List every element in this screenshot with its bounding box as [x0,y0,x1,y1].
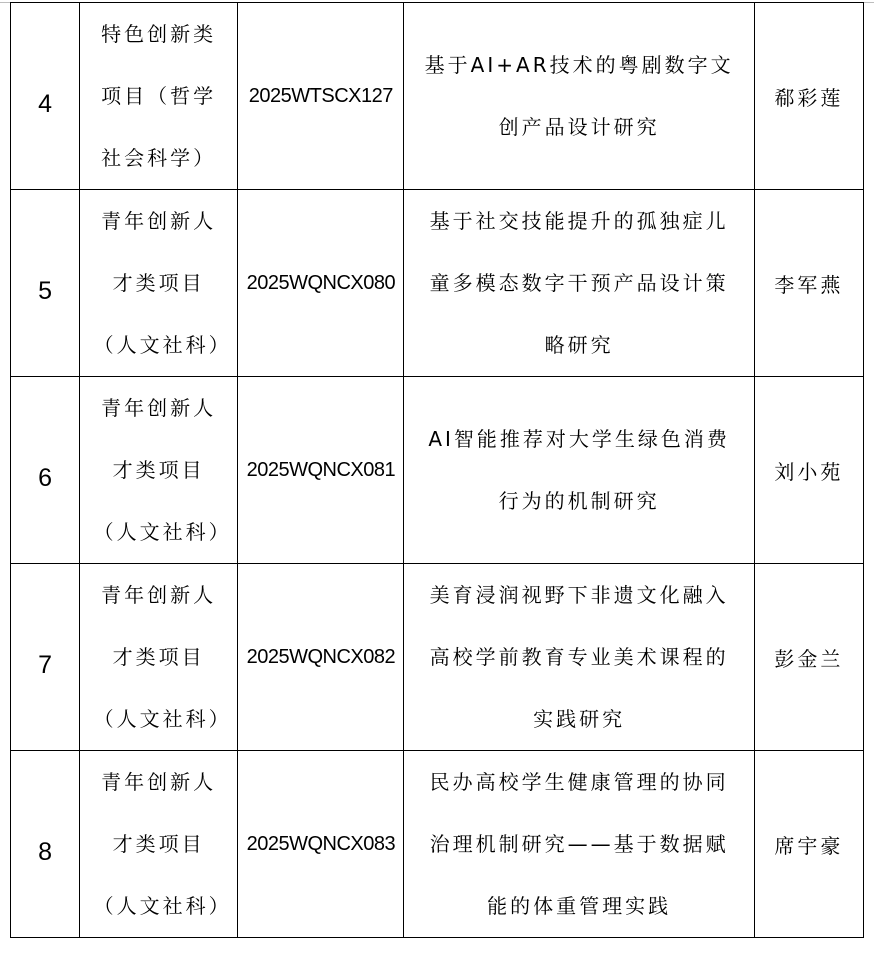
project-category-cell [80,3,238,190]
project-title: 基于AI+AR技术的粤剧数字文创产品设计研究 [424,53,734,139]
row-number: 5 [38,276,52,305]
project-code: 2025WQNCX083 [246,832,396,855]
project-leader: 彭金兰 [774,646,844,671]
project-code: 2025WQNCX082 [246,645,396,668]
project-code: 2025WQNCX081 [246,458,396,481]
table-row [11,564,864,751]
project-leader-cell [754,377,863,564]
project-leader: 席宇豪 [774,833,844,858]
project-leader-cell [754,3,863,190]
row-number: 8 [38,837,52,866]
project-title-cell [404,3,754,190]
project-category: 特色创新类项目（哲学社会科学） [101,22,217,170]
project-leader: 郗彩莲 [774,85,844,110]
project-leader-cell [754,751,863,938]
project-code-cell [238,564,404,751]
project-title-cell [404,564,754,751]
table-row [11,190,864,377]
table-row [11,3,864,190]
project-leader-cell [754,190,863,377]
project-code: 2025WTSCX127 [248,84,393,107]
row-number-cell [11,564,80,751]
project-code: 2025WQNCX080 [246,271,396,294]
project-title: AI智能推荐对大学生绿色消费行为的机制研究 [428,427,730,513]
project-leader-cell [754,564,863,751]
project-code-cell [238,190,404,377]
project-title: 基于社交技能提升的孤独症儿童多模态数字干预产品设计策略研究 [429,209,729,357]
project-leader: 李军燕 [774,272,844,297]
table-row [11,377,864,564]
project-category-cell [80,377,238,564]
project-leader: 刘小苑 [774,459,844,484]
project-category-cell [80,190,238,377]
project-category-cell [80,751,238,938]
row-number-cell [11,190,80,377]
project-title: 美育浸润视野下非遗文化融入高校学前教育专业美术课程的实践研究 [429,583,729,731]
project-category-cell [80,564,238,751]
project-category: 青年创新人才类项目（人文社科） [93,396,232,544]
project-title-cell [404,751,754,938]
project-category: 青年创新人才类项目（人文社科） [93,209,232,357]
project-code-cell [238,377,404,564]
row-number: 4 [38,89,52,118]
project-code-cell [238,751,404,938]
project-category: 青年创新人才类项目（人文社科） [93,583,232,731]
project-title-cell [404,190,754,377]
row-number-cell [11,3,80,190]
project-title-cell [404,377,754,564]
project-code-cell [238,3,404,190]
row-number-cell [11,377,80,564]
project-table [10,2,864,938]
row-number: 6 [38,463,52,492]
project-title: 民办高校学生健康管理的协同治理机制研究——基于数据赋能的体重管理实践 [429,770,729,918]
table-row [11,751,864,938]
row-number-cell [11,751,80,938]
project-category: 青年创新人才类项目（人文社科） [93,770,232,918]
row-number: 7 [38,650,52,679]
